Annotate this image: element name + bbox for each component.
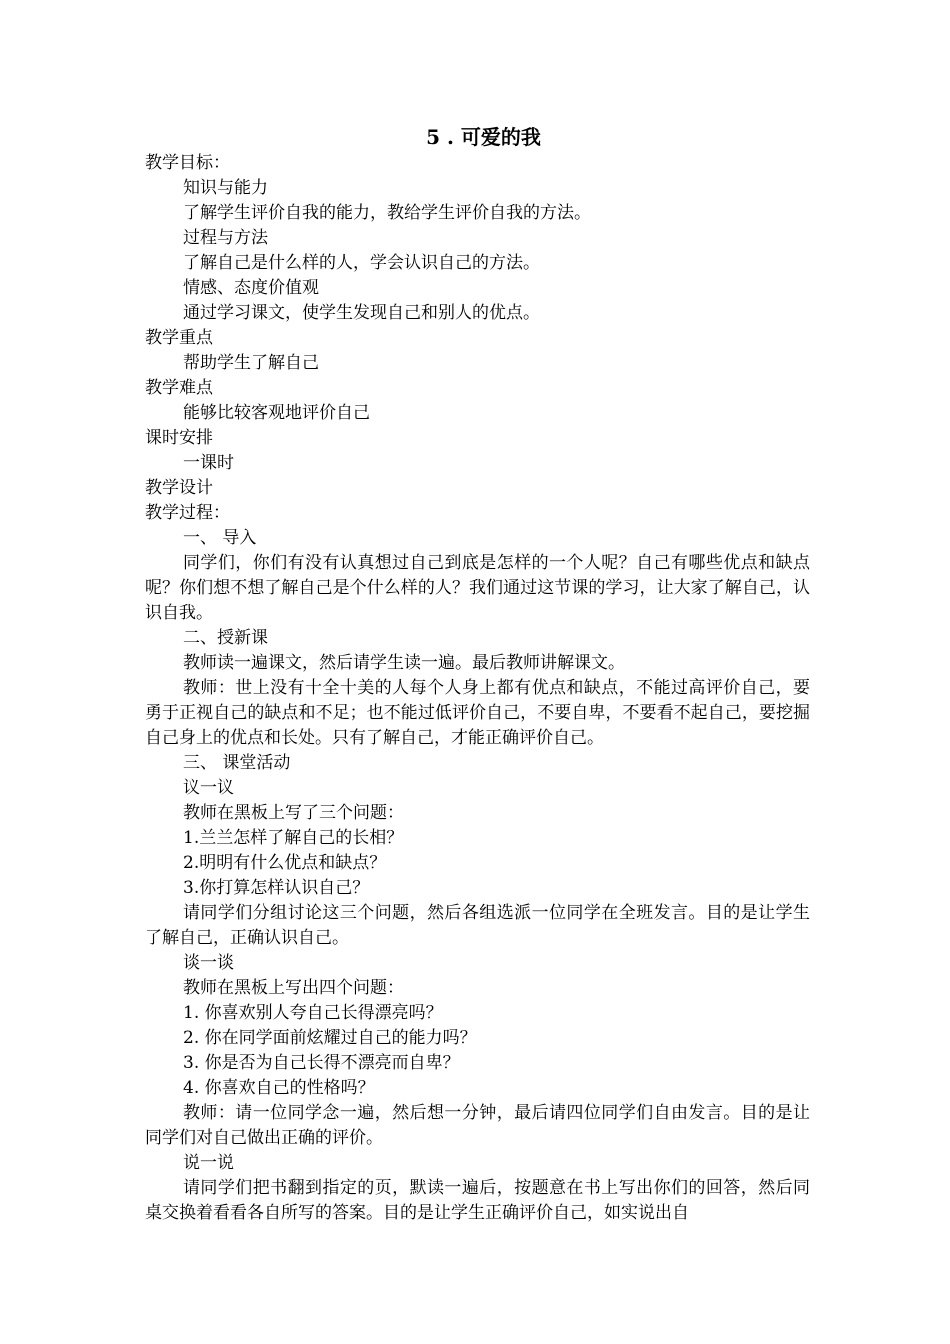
indented-line: 1. 你喜欢别人夸自己长得漂亮吗？ (183, 1003, 443, 1023)
indented-line: 三、 课堂活动 (183, 753, 291, 773)
indented-line: 2. 你在同学面前炫耀过自己的能力吗？ (183, 1028, 477, 1048)
paragraph: 请同学们分组讨论这三个问题，然后各组选派一位同学在全班发言。目的是让学生了解自己，正确认识自己。 (145, 903, 810, 948)
section-heading: 课时安排 (145, 428, 213, 448)
paragraph: 教师：请一位同学念一遍，然后想一分钟，最后请四位同学们自由发言。目的是让同学们对自己做出正确的评价。 (145, 1103, 810, 1148)
paragraph: 教师：世上没有十全十美的人每个人身上都有优点和缺点，不能过高评价自己，要勇于正视自己的缺点和不足；也不能过低评价自己，不要自卑，不要看不起自己，要挖掘自己身上的优点和长处。只有了解自己，才能正确评价自己。 (145, 678, 810, 748)
indented-line: 二、授新课 (183, 628, 268, 648)
indented-line: 通过学习课文，使学生发现自己和别人的优点。 (183, 303, 540, 323)
indented-line: 了解自己是什么样的人，学会认识自己的方法。 (183, 253, 540, 273)
indented-line: 教师在黑板上写出四个问题： (183, 978, 404, 998)
indented-line: 3.你打算怎样认识自己？ (183, 878, 370, 898)
indented-line: 2.明明有什么优点和缺点？ (183, 853, 387, 873)
paragraph: 请同学们把书翻到指定的页，默读一遍后，按题意在书上写出你们的回答，然后同桌交换着看看各自所写的答案。目的是让学生正确评价自己，如实说出自 (145, 1178, 810, 1223)
indented-line: 过程与方法 (183, 228, 268, 248)
indented-line: 1.兰兰怎样了解自己的长相？ (183, 828, 404, 848)
document-body (145, 151, 810, 1226)
section-heading: 教学过程： (145, 503, 230, 523)
section-heading: 教学设计 (145, 478, 213, 498)
indented-line: 3. 你是否为自己长得不漂亮而自卑？ (183, 1053, 460, 1073)
paragraph: 同学们，你们有没有认真想过自己到底是怎样的一个人呢？自己有哪些优点和缺点呢？你们想不想了解自己是个什么样的人？我们通过这节课的学习，让大家了解自己，认识自我。 (145, 553, 810, 623)
indented-line: 一、 导入 (183, 528, 257, 548)
indented-line: 能够比较客观地评价自己 (183, 403, 370, 423)
document-page (145, 123, 810, 1226)
indented-line: 议一议 (183, 778, 234, 798)
indented-line: 情感、态度价值观 (183, 278, 319, 298)
indented-line: 教师在黑板上写了三个问题： (183, 803, 404, 823)
indented-line: 了解学生评价自我的能力，教给学生评价自我的方法。 (183, 203, 591, 223)
indented-line: 谈一谈 (183, 953, 234, 973)
indented-line: 说一说 (183, 1153, 234, 1173)
indented-line: 知识与能力 (183, 178, 268, 198)
section-heading: 教学难点 (145, 378, 213, 398)
indented-line: 一课时 (183, 453, 234, 473)
indented-line: 帮助学生了解自己 (183, 353, 319, 373)
document-title: 5 . 可爱的我 (426, 125, 541, 149)
indented-line: 4. 你喜欢自己的性格吗？ (183, 1078, 375, 1098)
indented-line: 教师读一遍课文，然后请学生读一遍。最后教师讲解课文。 (183, 653, 625, 673)
section-heading: 教学重点 (145, 328, 213, 348)
section-heading: 教学目标： (145, 153, 230, 173)
